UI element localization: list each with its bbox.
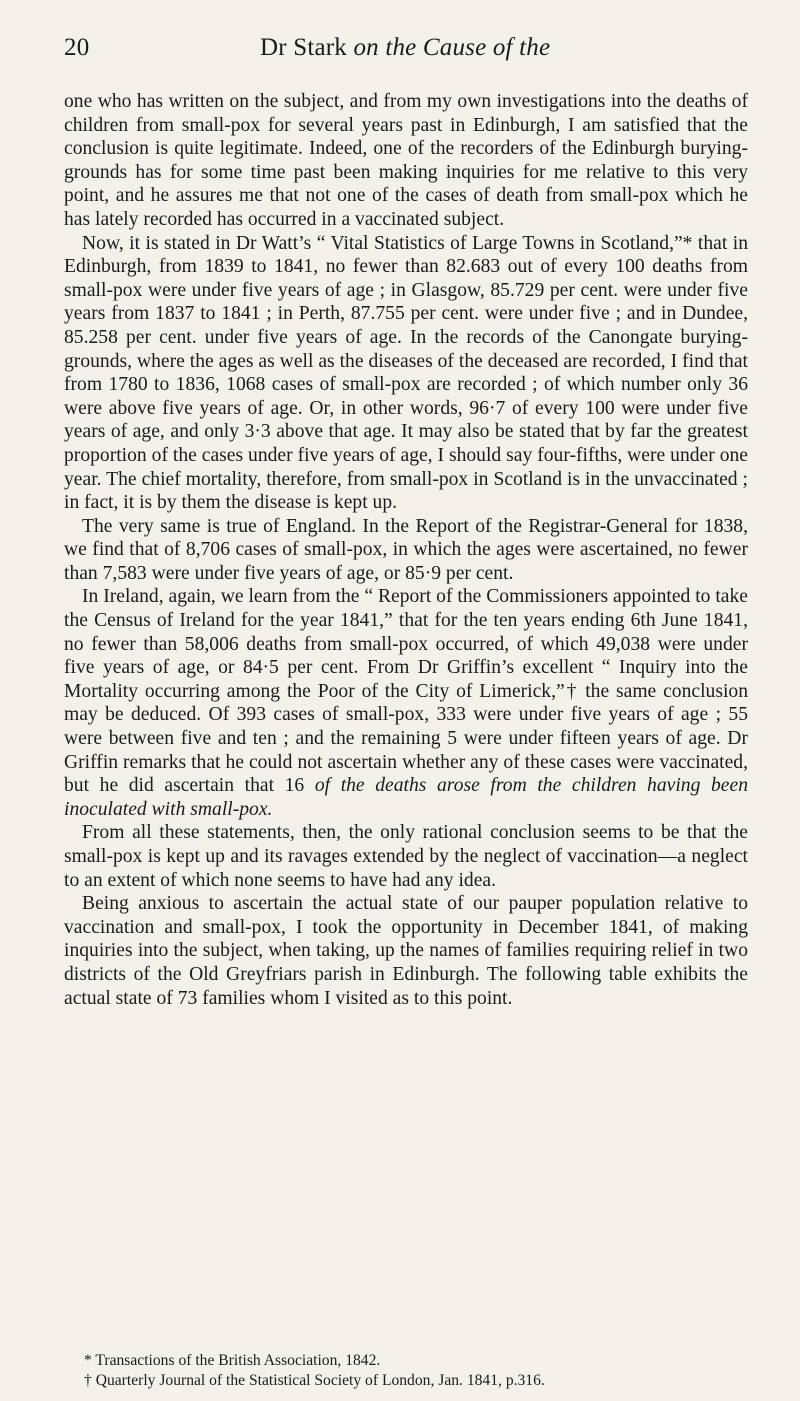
footnote-2: † Quarterly Journal of the Statistical Society of London, Jan. 1841, p.316. — [84, 1372, 545, 1389]
paragraph-6: Being anxious to ascertain the actual state of our pauper population relative to vaccination and small-pox, I took the opportunity in December 1841, of making inquiries into the subject, when taking, up the names of families requiring relief in two districts of the Old Greyfriars parish in Edinburgh. The following table exhibits the actual state of 73 families whom I visited as to this point. — [64, 893, 748, 1009]
running-head — [64, 34, 744, 70]
footnotes — [64, 1351, 748, 1391]
page-number: 20 — [64, 34, 90, 61]
running-title — [260, 34, 550, 62]
paragraph-1: one who has written on the subject, and from my own investigations into the deaths of children from small-pox for several years past in Edinburgh, I am satisfied that the conclusion is quite legitimate. Indeed, one of the recorders of the Edinburgh burying-grounds has for some time past been making inquiries for me relative to this very point, and he assures me that not one of the cases of death from small-pox which he has lately recorded has occurred in a vaccinated subject. — [64, 91, 748, 230]
running-title-italic: on the Cause of the — [353, 34, 551, 61]
footnote-1: * Transactions of the British Association, 1842. — [84, 1352, 381, 1369]
paragraph-3: The very same is true of England. In the Report of the Registrar-General for 1838, we find that of 8,706 cases of small-pox, in which the ages were ascertained, no fewer than 7,583 were under five years of age, or 85·9 per cent. — [64, 515, 748, 584]
paragraph-2: Now, it is stated in Dr Watt’s “ Vital Statistics of Large Towns in Scotland,”* that in Edinburgh, from 1839 to 1841, no fewer than 82.683 out of every 100 deaths from small-pox were under five years of age ; in Glasgow, 85.729 per cent. were under five years from 1837 to 1841 ; in Perth, 87.755 per cent. were under five ; and in Dundee, 85.258 per cent. under five years of age. In the records of the Canongate burying-grounds, where the ages as well as the diseases of the deceased are recorded, I find that from 1780 to 1836, 1068 cases of small-pox are recorded ; of which number only 36 were above five years of age. Or, in other words, 96·7 of every 100 were under five years of age, and only 3·3 above that age. It may also be stated that by far the greatest proportion of the cases under five years of age, I should say four-fifths, were under one year. The chief mortality, therefore, from small-pox in Scotland is in the unvaccinated ; in fact, it is by them the disease is kept up. — [64, 232, 748, 514]
running-title-author: Dr Stark — [260, 34, 348, 61]
body-text — [64, 90, 748, 1010]
paragraph-4-italic-tail: of the deaths arose from the children having been inoculated with small-pox. — [64, 775, 748, 820]
paragraph-4-text: In Ireland, again, we learn from the “ Report of the Commissioners appointed to take the Census of Ireland for the year 1841,” that for the ten years ending 6th June 1841, no fewer than 58,006 deaths from small-pox occurred, of which 49,038 were under five years of age, or 84·5 per cent. From Dr Griffin’s excellent “ Inquiry into the Mortality occurring among the Poor of the City of Limerick,”† the same conclusion may be deduced. Of 393 cases of small-pox, 333 were under five years of age ; 55 were between five and ten ; and the remaining 5 were under fifteen years of age. Dr Griffin remarks that he could not ascertain whether any of these cases were vaccinated, but he did ascertain that 16 — [64, 586, 748, 797]
paragraph-5: From all these statements, then, the only rational conclusion seems to be that the small-pox is kept up and its ravages extended by the neglect of vaccination—a neglect to an extent of which none seems to have had any idea. — [64, 822, 748, 891]
paragraph-4 — [64, 585, 748, 821]
